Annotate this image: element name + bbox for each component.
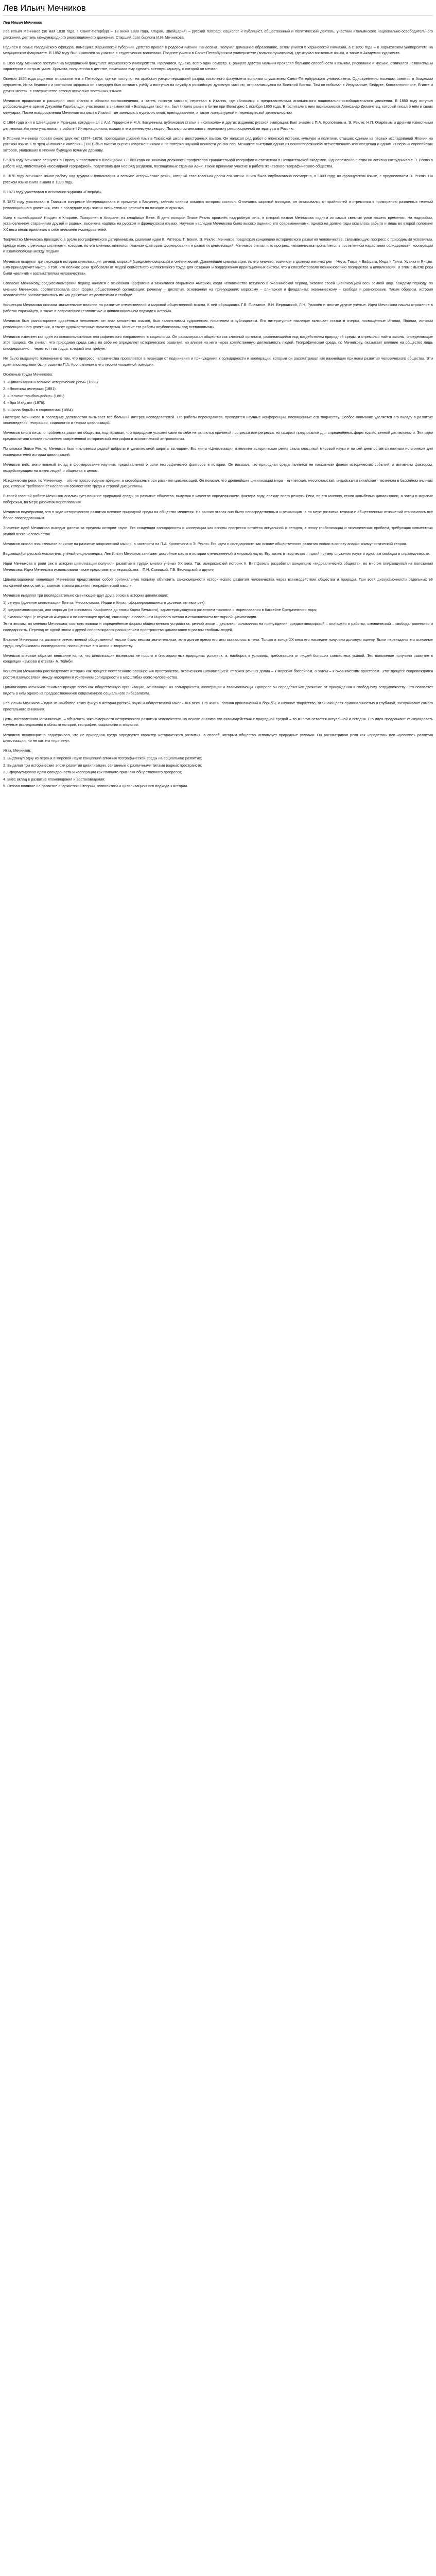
paragraph: Осенью 1856 года родители отправили его в Петербург, где он поступил на арабско-турецко-персидский разряд восточного факультета вольным слушателем Санкт-Петербургского университета. Одновременно посещал занятия в Академии художеств. Из-за бедности и состояния здоровья он вынужден был оставить учёбу и поступил на службу в российскую духовную миссию, отправлявшуюся на Ближний Восток. Там он побывал в Иерусалиме, Бейруте, Константинополе, Египте и других местах, в совершенстве освоил несколько восточных языков. — [3, 76, 433, 93]
list-item: 1) речную (древние цивилизации Египта, Месопотамии, Индии и Китая, сформировавшиеся в долинах великих рек); — [3, 600, 206, 605]
paragraph: Цель, поставленная Мечниковым, – объяснить закономерности исторического развития человечества на основе анализа его взаимодействия с природной средой – во многом остаётся актуальной и сегодня. Его идеи продолжают стимулировать научные исследования в области истории, географии, социологии и экологии. — [3, 716, 433, 727]
paragraph: Идеи Мечникова о роли рек в истории цивилизации получили развитие в трудах многих учёных XX века. Так, американский историк К. Виттфогель разработал концепцию «гидравлических обществ», во многом опиравшуюся на положения Мечникова. Идеи Мечникова использовали также представители евразийства – П.Н. Савицкий, Г.В. Вернадский и другие. — [3, 561, 433, 572]
paragraph: Выдающийся русский мыслитель, учёный-энциклопедист, Лев Ильич Мечников занимает достойное место в истории отечественной и мировой науки. Его жизнь и творчество – яркий пример служения науке и идеалам свободы и справедливости. — [3, 551, 430, 556]
article-subtitle: Лев Ильич Мечников — [3, 20, 43, 25]
paragraph: В Японии Мечников провёл около двух лет (1874–1876), преподавая русский язык в Токийской школе иностранных языков. Он написал ряд работ о японской истории, культуре и политике, ставших одними из первых исследований Японии на русском языке. Его труд «Японская империя» (1881) был высоко оценён современниками и не потерял научной ценности до сих пор. Мечников выступил одним из основоположников отечественного японоведения и одним из первых европейских авторов, увидевших в Японии будущую великую державу. — [3, 135, 433, 153]
list-item: 3. Сформулировал идею солидарности и кооперации как главного признака общественного прогресса; — [3, 770, 182, 775]
list-item: 1. Выдвинул одну из первых в мировой науке концепций влияния географической среды на социальное развитие; — [3, 755, 202, 760]
paragraph: Влияние Мечникова на развитие отечественной общественной мысли было весьма значительным, хотя долгое время его имя оставалось в тени. Только в конце XX века его наследие получило должную оценку. Были переизданы его основные труды, опубликованы исследования, посвящённые его жизни и творчеству. — [3, 637, 433, 648]
paragraph: Мечников оказал значительное влияние на развитие анархистской мысли, в частности на П.А. Кропоткина и Э. Реклю. Его идеи о солидарности как основе общественного развития вошли в основу анархо-коммунистической теории. — [3, 541, 407, 546]
paragraph: В 1855 году Мечников поступил на медицинский факультет Харьковского университета. Проучился, однако, всего один семестр. С раннего детства мальчик проявлял большие способности к языкам, рисованию и музыке, отличался независимым характером и острым умом. Хромота, полученная в детстве, помешала ему сделать военную карьеру, о которой он мечтал. — [3, 60, 433, 72]
paragraph: Мечников был разносторонне одарённым человеком: он знал множество языков, был талантливым художником, писателем и публицистом. Его литературное наследие включает статьи и очерки, посвящённые Италии, Японии, истории революционного движения, а также художественные произведения. Многие его работы опубликованы под псевдонимами. — [3, 318, 433, 329]
list-item: 2. «Японская империя» (1881). — [3, 386, 57, 392]
paragraph: В 1873 году участвовал в основании журнала «Вперёд!». — [3, 189, 102, 194]
paragraph: Цивилизацию Мечников понимал прежде всего как общественную организацию, основанную на солидарности, кооперации и взаимопомощи. Прогресс он определял как движение от принуждения к свободному сотрудничеству. Это позволяет видеть в нём одного из предшественников современного социального либерализма. — [3, 685, 433, 696]
article-page — [0, 4, 436, 806]
paragraph: Мечников выделял три периода в истории цивилизации: речной, морской (средиземноморский) и океанический. Древнейшие цивилизации, по его мнению, возникли в долинах великих рек – Нила, Тигра и Евфрата, Инда и Ганга, Хуанхэ и Янцзы. Ему принадлежит мысль о том, что великие реки требовали от людей совместного коллективного труда для создания и поддержания ирригационных систем, что и способствовало возникновению государства и цивилизации. В этом смысле реки были «великими воспитателями человечества». — [3, 259, 433, 276]
paragraph: Концепция Мечникова рассматривает историю как процесс постепенного расширения пространства, охваченного цивилизацией: от узких речных долин – к морским бассейнам, а затем – к океаническим просторам. Этот процесс сопровождался ростом взаимосвязей между народами и усилением солидарности в масштабах всего человечества. — [3, 669, 433, 680]
article-body — [3, 28, 433, 789]
paragraph: По словам Элизе Реклю, Мечников был «человеком редкой доброты и удивительной широты взглядов». Его книга «Цивилизация и великие исторические реки» стала классикой мировой науки и по сей день остаётся важным источником для исследователей истории цивилизаций. — [3, 446, 433, 457]
paragraph: Умер в «швейцарской Ницце» в Кларане. Похоронен в Кларане, на кладбище Веве. В день похорон Элизе Реклю произнёс надгробную речь, в которой назвал Мечникова «одним из самых светлых умов нашего времени». На надгробии, установленном стараниями друзей и родных, высечена надпись на русском и французском языках. Научное наследие Мечникова было высоко оценено его современниками, однако на долгие годы оказалось забыто и лишь во второй половине XX века вновь привлекло к себе внимание исследователей. — [3, 215, 433, 232]
paragraph: Мечников продолжил и расширил свои знания в области востоковедения, а затем, покинув миссию, переехал в Италию, где сблизился с представителями итальянского национально-освободительного движения. В 1860 году вступил добровольцем в армию Джузеппе Гарибальди, участвовал в знаменитой «Экспедиции тысячи», был тяжело ранен в битве при Вольтурно 1 октября 1860 года. В госпитале с ним познакомился Александр Дюма-отец, который писал о нём в своих мемуарах. После выздоровления Мечников остался в Италии, где занимался журналистикой, преподаванием, а также литературной и переводческой деятельностью. — [3, 98, 433, 115]
list-item: 4. «Эра Мэйдзи» (1876). — [3, 400, 45, 405]
list-item: 4. Внёс вклад в развитие японоведения и востоковедения; — [3, 776, 106, 782]
paragraph: Мечников внёс значительный вклад в формирование научных представлений о роли географических факторов в истории. Он показал, что природная среда является не пассивным фоном исторических событий, а активным фактором, воздействующим на жизнь людей и общества в целом. — [3, 462, 433, 473]
list-item: 3. «Записки гарибальдийца» (1861). — [3, 393, 66, 398]
paragraph: Мечников неоднократно подчёркивал, что не природная среда определяет характер исторического развития, а способ, которым общество использует природные условия. Он рассматривал реки как «средство» или «условие» развития цивилизации, но не как его «причину». — [3, 732, 433, 743]
paragraph: С 1864 года жил в Швейцарии и Франции, сотрудничал с А.И. Герценом и М.А. Бакуниным, публиковал статьи в «Колоколе» и других изданиях русской эмиграции. Был знаком с П.А. Кропоткиным, Э. Реклю, Н.П. Огарёвым и другими известными деятелями. Активно участвовал в работе I Интернационала, входил в его женевскую секцию. Пытался организовать переправку революционной литературы в Россию. — [3, 120, 433, 131]
paragraph: Наследие Мечникова в последние десятилетия вызывает всё больший интерес исследователей. Его работы переиздаются, проводятся научные конференции, посвящённые его творчеству. Особое внимание уделяется его вкладу в развитие японоведения, географии, социологии и теории цивилизаций. — [3, 414, 433, 426]
paragraph: Мечников подчёркивал, что в ходе исторического развития влияние природной среды на общество меняется. На ранних этапах оно было непосредственным и решающим, а по мере развития техники и общественных отношений становилось всё более опосредованным. — [3, 510, 433, 520]
paragraph: Мечников известен как один из основоположников географического направления в социологии. Он рассматривал общество как сложный организм, развивающийся под воздействием природной среды, и стремился найти законы, определяющие этот процесс. Он считал, что природная среда сама по себе не определяет исторического развития, но влияет на него через хозяйственную деятельность людей. Географическая среда, по Мечникову, оказывает влияние на общество лишь опосредованно – через тот тип труда, который она требует. — [3, 334, 433, 351]
paragraph: В 1878 году Мечников начал работу над трудом «Цивилизация и великие исторические реки», который стал главным делом его жизни. Книга была опубликована посмертно, в 1889 году, на французском языке, с предисловием Э. Реклю. На русском языке книга вышла в 1898 году. — [3, 174, 433, 184]
page-title: Лев Ильич Мечников — [3, 4, 433, 16]
paragraph: Согласно Мечникову, средиземноморский период начался с основания Карфагена и закончился открытием Америки, когда человечество вступило в океанический период, охватив своей цивилизацией весь земной шар. Каждому периоду, по мнению Мечникова, соответствовала своя форма общественной организации: речному – деспотия, основанная на принуждении; морскому – олигархия и феодализм; океаническому – свобода и равноправие. Таким образом, история человечества рассматривалась им как движение от деспотизма к свободе. — [3, 280, 433, 298]
paragraph: Основные труды Мечникова: — [3, 372, 53, 377]
paragraph: В 1872 году участвовал в Гаагском конгрессе Интернационала и примкнул к Бакунину, тайным членом альянса которого состоял. Отличаясь широтой взглядов, он отказывался от крайностей и стремился к примирению различных течений революционного движения, хотя в последние годы жизни окончательно перешёл на позиции анархизма. — [3, 199, 433, 210]
paragraph: Концепция Мечникова оказала значительное влияние на развитие отечественной и мировой общественной мысли. К ней обращались Г.В. Плеханов, В.И. Вернадский, Л.Н. Гумилёв и многие другие учёные. Идеи Мечникова нашли отражение в работах евразийцев, а также в современной геополитике и цивилизационном подходе к истории. — [3, 302, 433, 313]
paragraph: Мечников впервые обратил внимание на то, что цивилизации возникали не просто в благоприятных природных условиях, а, наоборот, в условиях, требовавших от людей больших совместных усилий. Это положение получило развитие в концепции «вызова и ответа» А. Тойнби. — [3, 653, 433, 664]
list-item: 2. Выделил три исторические эпохи развития цивилизации, связанные с различными типами водных пространств; — [3, 762, 202, 768]
list-item: 5. «Школа борьбы в социологии» (1884). — [3, 407, 74, 412]
paragraph: Лев Ильич Мечников – одна из наиболее ярких фигур в истории русской науки и общественной мысли XIX века. Его жизнь, полная приключений и борьбы, и научное творчество, отличающееся оригинальностью и глубиной, заслуживают самого пристального внимания. — [3, 701, 433, 711]
paragraph: Мечников много писал о проблемах развития общества, подчёркивая, что природные условия сами по себе не являются причиной прогресса или регресса, но создают предпосылки для определённых форм хозяйственной деятельности. Эти идеи предвосхитили многие положения современной исторической географии и экологической антропологии. — [3, 430, 433, 441]
paragraph: Им было выдвинуто положение о том, что прогресс человечества проявляется в переходе от подчинения и принуждения к солидарности и кооперации, которые он рассматривал как важнейшие признаки развития человеческого общества. Эти идеи впоследствии были развиты П.А. Кропоткиным в его теории «взаимной помощи». — [3, 356, 433, 367]
paragraph: Значение идей Мечникова выходит далеко за пределы истории науки. Его концепция солидарности и кооперации как основы прогресса остаётся актуальной и сегодня, в эпоху глобализации и экологических проблем, требующих совместных усилий всего человечества. — [3, 526, 433, 536]
paragraph: Итак, Мечников: — [3, 748, 31, 753]
paragraph: В 1876 году Мечников вернулся в Европу и поселился в Швейцарии. С 1883 года он занимал должность профессора сравнительной географии и статистики в Невшательской академии. Одновременно с этим он активно сотрудничал с Э. Реклю в работе над многотомной «Всемирной географией», подготовив для неё ряд разделов, посвящённых странам Азии. Также принимал участие в работе женевского географического общества. — [3, 158, 433, 168]
paragraph: Цивилизационная концепция Мечникова представляет собой оригинальную попытку объяснить закономерности исторического развития человечества через взаимодействие общества и природы. При всей дискуссионности отдельных её положений она остаётся важным этапом развития географической мысли. — [3, 577, 433, 588]
paragraph: Лев Ильич Мечников (30 мая 1838 года, г. Санкт-Петербург – 18 июня 1888 года, Кларан, Швейцария) – русский географ, социолог и публицист, общественный и политический деятель, участник итальянского национально-освободительного движения, деятель международного революционного движения. Старший брат биолога И.И. Мечникова. — [3, 29, 433, 40]
paragraph: Исторические реки, по Мечникову, – это не просто водные артерии, а своеобразные оси развития цивилизаций. Он показал, что древнейшие цивилизации мира – египетская, месопотамская, индийская и китайская – возникли в бассейнах великих рек, которые требовали от населения совместного труда и строгой дисциплины. — [3, 478, 433, 489]
list-item: 1. «Цивилизация и великие исторические реки» (1889). — [3, 379, 99, 384]
paragraph: Мечников выделял три последовательно сменяющие друг друга эпохи в истории цивилизации: — [3, 592, 168, 598]
list-item: 2) средиземноморскую, или морскую (от основания Карфагена до эпохи Карла Великого), характеризующуюся развитием торговли и мореплавания в бассейне Средиземного моря; — [3, 607, 318, 612]
paragraph: Творчество Мечникова проходило в русле географического детерминизма, развивая идеи К. Риттера, Г. Бокля, Э. Реклю. Мечников предложил концепцию исторического развития человечества, связывающую прогресс с природными условиями, прежде всего с речными системами, которые, по его мнению, являются главным фактором формирования и развития цивилизаций. Мечников считал, что прогресс человечества проявляется в постепенном нарастании солидарности, кооперации и взаимопомощи между людьми. — [3, 237, 433, 254]
list-item: 3) океаническую (с открытия Америки и по настоящее время), связанную с освоением Мирового океана и становлением всемирной цивилизации. — [3, 614, 257, 619]
paragraph: Родился в семье гвардейского офицера, помещика Харьковской губернии. Детство провёл в родовом имении Панасовка. Получил домашнее образование, затем учился в харьковской гимназии, а с 1850 года – в Харьковском университете на медицинском факультете. В 1852 году был исключён за участие в студенческих волнениях. Позднее учился в Санкт-Петербургском университете (вольнослушателем), где изучал восточные языки, а также в Академии художеств. — [3, 44, 433, 56]
paragraph: Этим эпохам, по мнению Мечникова, соответствовали и определённые формы общественного устройства: речной эпохе – деспотия, основанная на принуждении; средиземноморской – олигархия и рабство; океанической – свобода, равенство и солидарность. Переход от одной эпохи к другой сопровождался расширением пространства цивилизации и ростом свободы людей. — [3, 621, 433, 632]
list-item: 5. Оказал влияние на развитие анархистской теории, геополитики и цивилизационного подхода к истории. — [3, 784, 188, 789]
paragraph: В своей главной работе Мечников анализирует влияние природной среды на развитие общества, выделяя в качестве определяющего фактора воду, прежде всего речную. Реки, по его мнению, стали колыбелью цивилизации, а затем и морские побережья, по мере развития мореплавания. — [3, 494, 433, 505]
